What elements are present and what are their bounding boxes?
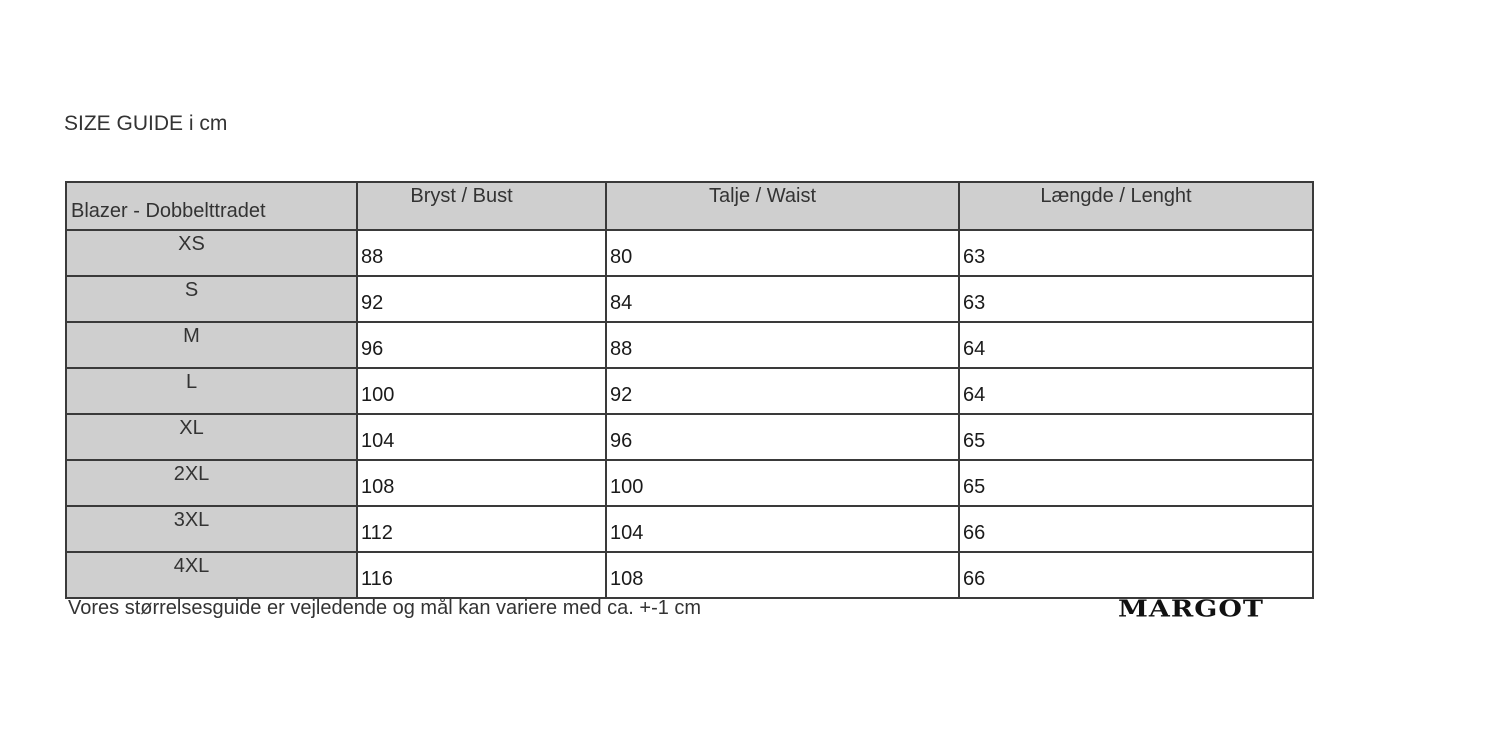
size-table bbox=[65, 181, 1314, 599]
page-title: SIZE GUIDE i cm bbox=[64, 112, 228, 135]
size-cell: XS bbox=[66, 230, 357, 276]
size-cell: 2XL bbox=[66, 460, 357, 506]
bust-cell: 92 bbox=[357, 276, 606, 322]
length-cell: 65 bbox=[959, 414, 1313, 460]
table-row bbox=[66, 230, 1313, 276]
size-cell: M bbox=[66, 322, 357, 368]
bust-cell: 88 bbox=[357, 230, 606, 276]
table-row bbox=[66, 276, 1313, 322]
waist-cell: 92 bbox=[606, 368, 959, 414]
waist-cell: 96 bbox=[606, 414, 959, 460]
bust-cell: 104 bbox=[357, 414, 606, 460]
waist-cell: 100 bbox=[606, 460, 959, 506]
bust-cell: 108 bbox=[357, 460, 606, 506]
disclaimer-note: Vores størrelsesguide er vejledende og mål kan variere med ca. +-1 cm bbox=[68, 597, 702, 619]
length-cell: 63 bbox=[959, 276, 1313, 322]
table-row bbox=[66, 506, 1313, 552]
waist-cell: 84 bbox=[606, 276, 959, 322]
header-waist: Talje / Waist bbox=[606, 182, 959, 230]
size-cell: 3XL bbox=[66, 506, 357, 552]
bust-cell: 100 bbox=[357, 368, 606, 414]
table-row bbox=[66, 414, 1313, 460]
header-bust: Bryst / Bust bbox=[357, 182, 606, 230]
waist-cell: 88 bbox=[606, 322, 959, 368]
waist-cell: 104 bbox=[606, 506, 959, 552]
table-row bbox=[66, 552, 1313, 598]
table-row bbox=[66, 322, 1313, 368]
size-cell: XL bbox=[66, 414, 357, 460]
bust-cell: 112 bbox=[357, 506, 606, 552]
bust-cell: 116 bbox=[357, 552, 606, 598]
size-cell: S bbox=[66, 276, 357, 322]
bust-cell: 96 bbox=[357, 322, 606, 368]
waist-cell: 108 bbox=[606, 552, 959, 598]
length-cell: 64 bbox=[959, 322, 1313, 368]
table-row bbox=[66, 368, 1313, 414]
length-cell: 65 bbox=[959, 460, 1313, 506]
header-product: Blazer - Dobbelttradet bbox=[66, 182, 357, 230]
brand-logo: MARGOT bbox=[1118, 596, 1264, 623]
length-cell: 66 bbox=[959, 552, 1313, 598]
size-cell: L bbox=[66, 368, 357, 414]
table-header-row bbox=[66, 182, 1313, 230]
table-row bbox=[66, 460, 1313, 506]
length-cell: 66 bbox=[959, 506, 1313, 552]
size-cell: 4XL bbox=[66, 552, 357, 598]
waist-cell: 80 bbox=[606, 230, 959, 276]
length-cell: 63 bbox=[959, 230, 1313, 276]
header-length: Længde / Lenght bbox=[959, 182, 1313, 230]
length-cell: 64 bbox=[959, 368, 1313, 414]
